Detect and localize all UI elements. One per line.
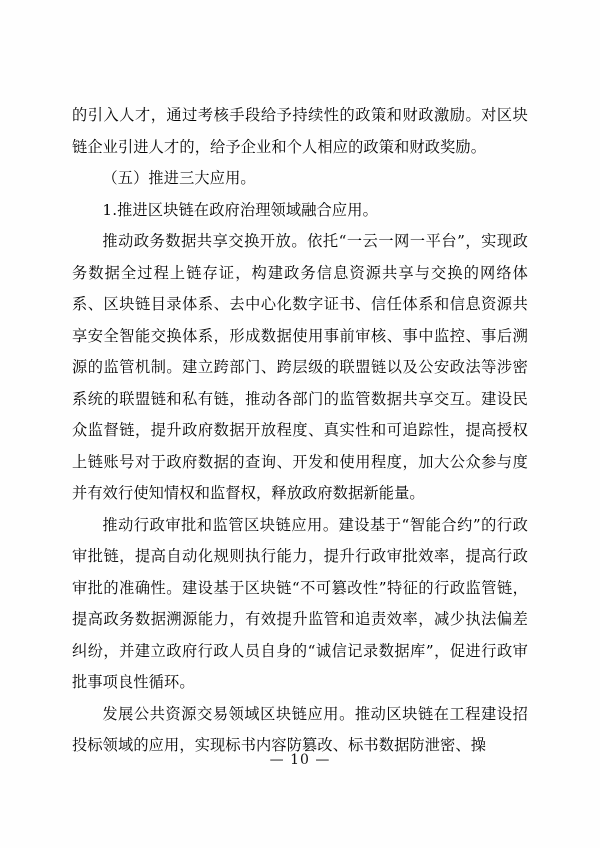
paragraph-administrative-approval: 推动行政审批和监管区块链应用。建设基于“智能合约”的行政审批链，提高自动化规则执行能力，提升行政审批效率，提高行政审批的准确性。建设基于区块链“不可篡改性”特征的行政监管链，提高政务数据溯源能力，有效提升监管和追责效率，减少执法偏差纠纷，并建立政府行政人员自身的“诚信记录数据库”，促进行政审批事项良性循环。 <box>72 515 528 691</box>
paragraph-continued: 的引入人才，通过考核手段给予持续性的政策和财政激励。对区块链企业引进人才的，给予企业和个人相应的政策和财政奖励。 <box>72 106 528 156</box>
paragraph-gov-data-sharing: 推动政务数据共享交换开放。依托“一云一网一平台”，实现政务数据全过程上链存证，构建政务信息资源共享与交换的网络体系、区块链目录体系、去中心化数字证书、信任体系和信息资源共享安全智能交换体系，形成数据使用事前审核、事中监控、事后溯源的监管机制。建立跨部门、跨层级的联盟链以及公安政法等涉密系统的联盟链和私有链，推动各部门的监管数据共享交互。建设民众监督链，提升政府数据开放程度、真实性和可追踪性，提高授权上链账号对于政府数据的查询、开发和使用程度，加大公众参与度并有效行使知情权和监督权，释放政府数据新能量。 <box>72 232 528 502</box>
paragraph-item-1: 1.推进区块链在政府治理领域融合应用。 <box>102 200 378 219</box>
page-number: — 10 — <box>269 752 331 768</box>
paragraph-public-resource-trading: 发展公共资源交易领域区块链应用。推动区块链在工程建设招投标领域的应用，实现标书内容防篡改、标书数据防泄密、操 <box>72 704 528 754</box>
document-body <box>72 100 528 762</box>
paragraph-section-five: （五）推进三大应用。 <box>102 169 256 187</box>
